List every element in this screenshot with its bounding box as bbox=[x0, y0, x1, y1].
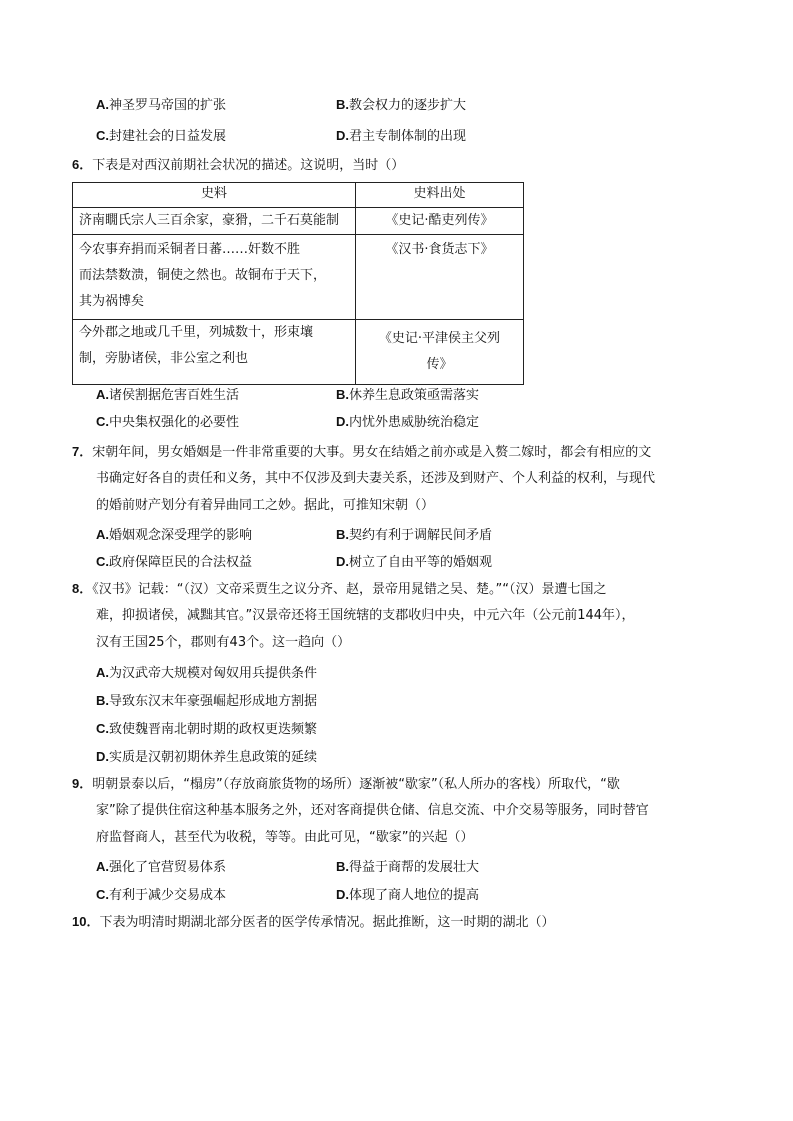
table-cell-text bbox=[73, 320, 356, 385]
q8-option-a-text: 为汉武帝大规模对匈奴用兵提供条件 bbox=[109, 666, 318, 681]
q8-option-a-letter: A. bbox=[96, 665, 109, 680]
q10-stem-text: 下表为明清时期湖北部分医者的医学传承情况。据此推断，这一时期的湖北（） bbox=[99, 915, 555, 930]
q8-stem-line-1 bbox=[72, 580, 606, 599]
q5-option-d-letter: D. bbox=[336, 128, 349, 143]
q9-option-c bbox=[96, 886, 226, 905]
cell-line: 《史记·酷吏列传》 bbox=[385, 213, 494, 228]
q6-option-b-letter: B. bbox=[336, 387, 349, 402]
q6-option-a-letter: A. bbox=[96, 387, 109, 402]
q7-option-c-text: 政府保障臣民的合法权益 bbox=[109, 555, 253, 570]
q9-option-a bbox=[96, 858, 226, 877]
q9-option-d-text: 体现了商人地位的提高 bbox=[349, 888, 480, 903]
q7-stem-line-3: 的婚前财产划分有着异曲同工之妙。据此，可推知宋朝（） bbox=[96, 498, 435, 513]
q8-option-b-letter: B. bbox=[96, 693, 109, 708]
q9-option-d bbox=[336, 886, 479, 905]
q10-stem bbox=[72, 913, 554, 932]
cell-line: 《史记·平津侯主父列 bbox=[378, 331, 501, 346]
q7-option-a-text: 婚姻观念深受理学的影响 bbox=[109, 528, 253, 543]
q6-source-table bbox=[72, 182, 524, 385]
cell-line: 《汉书·食货志下》 bbox=[385, 242, 494, 257]
q5-option-b bbox=[336, 96, 466, 115]
q6-option-d bbox=[336, 413, 479, 432]
table-cell-source bbox=[356, 235, 524, 320]
q6-number: 6． bbox=[72, 157, 93, 172]
q7-option-b-text: 契约有利于调解民间矛盾 bbox=[349, 528, 493, 543]
q8-option-b bbox=[96, 692, 317, 711]
q6-option-c bbox=[96, 413, 239, 432]
cell-line: 今外郡之地或几千里，列城数十，形束壤 bbox=[79, 325, 314, 340]
q5-option-c-text: 封建社会的日益发展 bbox=[109, 129, 227, 144]
q5-option-c-letter: C. bbox=[96, 128, 109, 143]
q6-option-b-text: 休养生息政策亟需落实 bbox=[349, 388, 480, 403]
q9-option-a-text: 强化了官营贸易体系 bbox=[109, 860, 227, 875]
table-row bbox=[73, 320, 524, 385]
cell-line: 传》 bbox=[426, 357, 453, 372]
q5-option-a-letter: A. bbox=[96, 97, 109, 112]
cell-line: 济南瞯氏宗人三百余家，豪猾，二千石莫能制 bbox=[79, 213, 340, 228]
q9-option-b-letter: B. bbox=[336, 859, 349, 874]
table-header-source-origin: 史料出处 bbox=[356, 183, 524, 208]
q9-stem-line-2: 家”除了提供住宿这种基本服务之外，还对客商提供仓储、信息交流、中介交易等服务，同时替官 bbox=[96, 803, 649, 818]
cell-line: 而法禁数溃，铜使之然也。故铜布于天下， bbox=[79, 268, 327, 283]
q7-option-a bbox=[96, 526, 252, 545]
q6-option-a bbox=[96, 386, 239, 405]
q9-option-d-letter: D. bbox=[336, 887, 349, 902]
table-cell-source bbox=[356, 320, 524, 385]
q5-option-d-text: 君主专制体制的出现 bbox=[349, 129, 467, 144]
q7-stem-line-2: 书确定好各自的责任和义务，其中不仅涉及到夫妻关系，还涉及到财产、个人利益的权利，与现代 bbox=[96, 471, 656, 486]
q7-number: 7． bbox=[72, 444, 93, 459]
q8-stem-text: 《汉书》记载：“（汉）文帝采贾生之议分齐、赵，景帝用晁错之吴、楚。”“（汉）景遭七国之 bbox=[92, 582, 607, 597]
q9-option-c-text: 有利于减少交易成本 bbox=[109, 888, 227, 903]
q7-option-b bbox=[336, 526, 492, 545]
q7-option-d bbox=[336, 553, 492, 572]
q8-option-c-text: 致使魏晋南北朝时期的政权更迭频繁 bbox=[109, 722, 318, 737]
q6-option-d-text: 内忧外患威胁统治稳定 bbox=[349, 415, 480, 430]
q9-option-c-letter: C. bbox=[96, 887, 109, 902]
cell-line: 制，旁胁诸侯，非公室之利也 bbox=[79, 351, 249, 366]
q9-number: 9． bbox=[72, 776, 93, 791]
table-header-row bbox=[73, 183, 524, 208]
cell-line: 今农事弃捐而采铜者日蕃……奸数不胜 bbox=[79, 242, 301, 257]
cell-line: 其为祸博矣 bbox=[79, 294, 145, 309]
q7-option-d-letter: D. bbox=[336, 554, 349, 569]
q8-option-d bbox=[96, 748, 317, 767]
q9-stem-text: 明朝景泰以后，“榻房”（存放商旅货物的场所）逐渐被“歇家”（私人所办的客栈）所取代，“歇 bbox=[92, 777, 620, 792]
table-cell-text bbox=[73, 208, 356, 235]
q8-option-c-letter: C. bbox=[96, 721, 109, 736]
q9-option-a-letter: A. bbox=[96, 859, 109, 874]
q6-option-b bbox=[336, 386, 479, 405]
q5-option-b-letter: B. bbox=[336, 97, 349, 112]
q8-option-c bbox=[96, 720, 317, 739]
q5-option-a-text: 神圣罗马帝国的扩张 bbox=[109, 98, 227, 113]
q9-option-b bbox=[336, 858, 479, 877]
q6-option-c-letter: C. bbox=[96, 414, 109, 429]
q8-number: 8． bbox=[72, 581, 93, 596]
q9-stem-line-1 bbox=[72, 775, 620, 794]
q8-option-a bbox=[96, 664, 317, 683]
q7-option-c bbox=[96, 553, 252, 572]
table-row bbox=[73, 208, 524, 235]
q7-option-b-letter: B. bbox=[336, 527, 349, 542]
q9-stem-line-3: 府监督商人，甚至代为收税，等等。由此可见，“歇家”的兴起（） bbox=[96, 830, 474, 845]
q7-option-a-letter: A. bbox=[96, 527, 109, 542]
q6-option-c-text: 中央集权强化的必要性 bbox=[109, 415, 240, 430]
q8-option-b-text: 导致东汉末年豪强崛起形成地方割据 bbox=[109, 694, 318, 709]
table-cell-source bbox=[356, 208, 524, 235]
q7-option-c-letter: C. bbox=[96, 554, 109, 569]
q7-option-d-text: 树立了自由平等的婚姻观 bbox=[349, 555, 493, 570]
q8-option-d-text: 实质是汉朝初期休养生息政策的延续 bbox=[109, 750, 318, 765]
q8-option-d-letter: D. bbox=[96, 749, 109, 764]
q10-number: 10． bbox=[72, 914, 100, 929]
q5-option-d bbox=[336, 127, 466, 146]
q9-option-b-text: 得益于商帮的发展壮大 bbox=[349, 860, 480, 875]
q7-stem-line-1 bbox=[72, 443, 651, 462]
q8-stem-line-2: 难，抑损诸侯，减黜其官。”汉景帝还将王国统辖的支郡收归中央，中元六年（公元前144年）， bbox=[96, 608, 635, 623]
q5-option-a bbox=[96, 96, 226, 115]
table-cell-text bbox=[73, 235, 356, 320]
q8-stem-line-3: 汉有王国25个，郡则有43个。这一趋向（） bbox=[96, 635, 351, 650]
q5-option-c bbox=[96, 127, 226, 146]
q6-option-d-letter: D. bbox=[336, 414, 349, 429]
q6-option-a-text: 诸侯割据危害百姓生活 bbox=[109, 388, 240, 403]
q7-stem-text: 宋朝年间，男女婚姻是一件非常重要的大事。男女在结婚之前亦或是入赘二嫁时，都会有相应的文 bbox=[92, 445, 652, 460]
q6-stem-text: 下表是对西汉前期社会状况的描述。这说明，当时（） bbox=[92, 158, 405, 173]
q6-stem bbox=[72, 156, 404, 175]
table-row bbox=[73, 235, 524, 320]
q5-option-b-text: 教会权力的逐步扩大 bbox=[349, 98, 467, 113]
table-header-source-text: 史料 bbox=[73, 183, 356, 208]
